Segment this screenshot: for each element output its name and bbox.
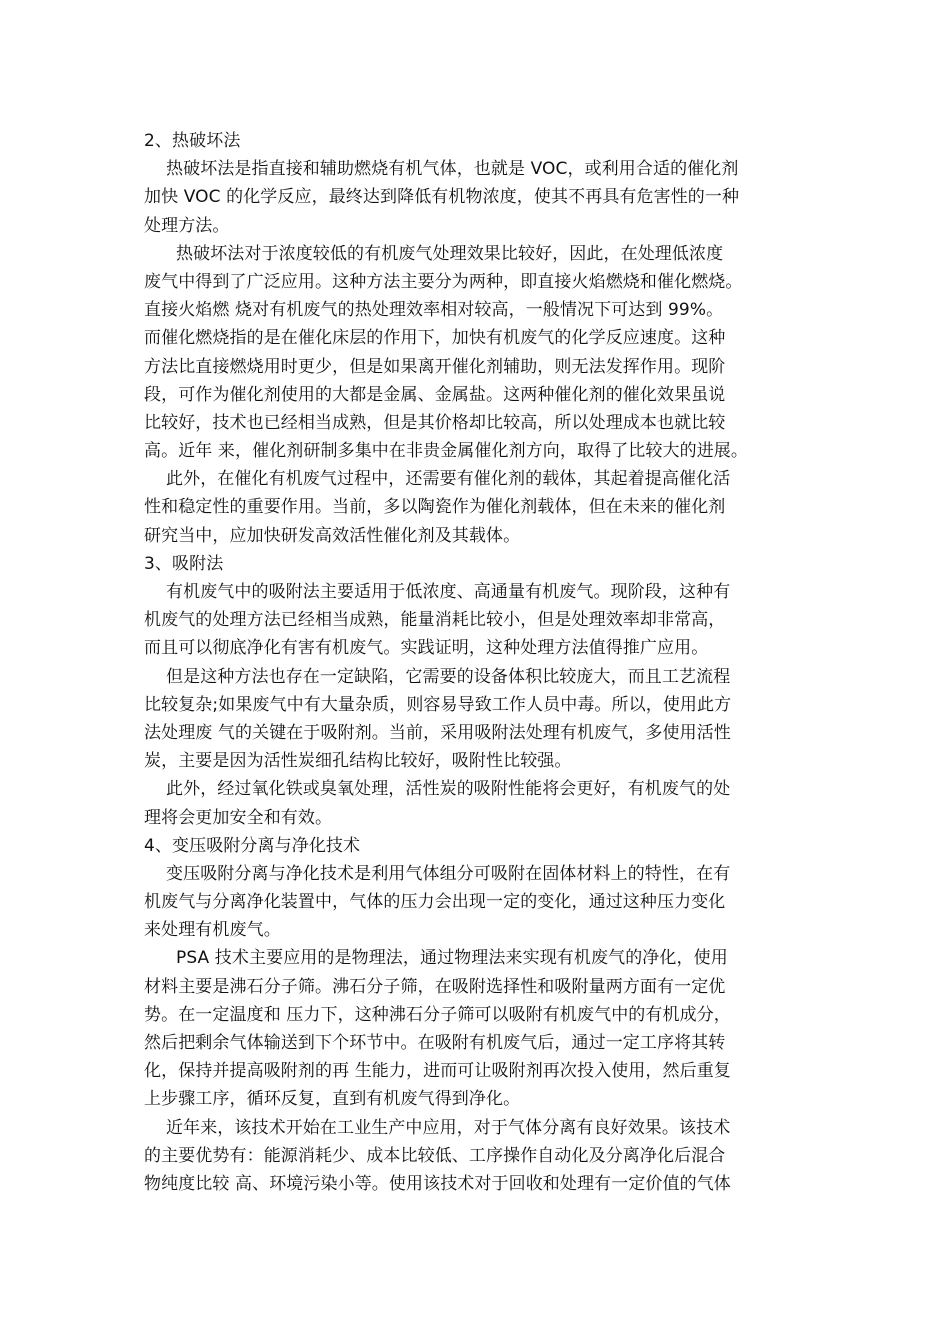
section-heading-adsorption: 3、吸附法 [144,553,224,574]
section-heading-psa: 4、变压吸附分离与净化技术 [144,835,361,856]
paragraph-line: 有机废气中的吸附法主要适用于低浓度、高通量有机废气。现阶段，这种有 [166,582,731,602]
paragraph-line: 机废气的处理方法已经相当成熟，能量消耗比较小，但是处理效率却非常高， [144,610,726,631]
paragraph-line: 而且可以彻底净化有害有机废气。实践证明，这种处理方法值得推广应用。 [144,638,709,659]
paragraph-line: 性和稳定性的重要作用。当前，多以陶瓷作为催化剂载体，但在未来的催化剂 [144,497,726,518]
paragraph-line: 上步骤工序，循环反复，直到有机废气得到净化。 [144,1089,521,1110]
paragraph-line: 热破坏法是指直接和辅助燃烧有机气体，也就是 VOC，或利用合适的催化剂 [166,159,739,180]
paragraph-line: 法处理废 气的关键在于吸附剂。当前，采用吸附法处理有机废气，多使用活性 [144,722,731,743]
paragraph-line: 近年来，该技术开始在工业生产中应用，对于气体分离有良好效果。该技术 [166,1117,731,1138]
paragraph-line: 变压吸附分离与净化技术是利用气体组分可吸附在固体材料上的特性，在有 [166,863,731,884]
paragraph-line: 段，可作为催化剂使用的大都是金属、金属盐。这两种催化剂的催化效果虽说 [144,384,726,405]
paragraph-line: 理将会更加安全和有效。 [144,807,333,828]
paragraph-line: 然后把剩余气体输送到下个环节中。在吸附有机废气后，通过一定工序将其转 [144,1033,726,1053]
paragraph-line: 而催化燃烧指的是在催化床层的作用下，加快有机废气的化学反应速度。这种 [144,328,726,349]
paragraph-line: 热破坏法对于浓度较低的有机废气处理效果比较好，因此，在处理低浓度 [176,243,724,264]
paragraph-line: 炭，主要是因为活性炭细孔结构比较好，吸附性比较强。 [144,751,572,772]
paragraph-line: 此外，经过氧化铁或臭氧处理，活性炭的吸附性能将会更好，有机废气的处 [166,779,731,800]
paragraph-line: 来处理有机废气。 [144,920,281,941]
paragraph-line: 但是这种方法也存在一定缺陷，它需要的设备体积比较庞大，而且工艺流程 [166,666,731,687]
paragraph-line: 材料主要是沸石分子筛。沸石分子筛，在吸附选择性和吸附量两方面有一定优 [144,976,726,997]
paragraph-line: 物纯度比较 高、环境污染小等。使用该技术对于回收和处理有一定价值的气体 [144,1173,731,1194]
paragraph-line: 加快 VOC 的化学反应，最终达到降低有机物浓度，使其不再具有危害性的一种 [144,187,740,208]
paragraph-line: 比较复杂;如果废气中有大量杂质，则容易导致工作人员中毒。所以，使用此方 [144,694,732,715]
paragraph-line: PSA 技术主要应用的是物理法，通过物理法来实现有机废气的净化，使用 [176,948,728,969]
paragraph-line: 机废气与分离净化装置中，气体的压力会出现一定的变化，通过这种压力变化 [144,892,726,913]
paragraph-line: 方法比直接燃烧用时更少，但是如果离开催化剂辅助，则无法发挥作用。现阶 [144,356,726,377]
paragraph-line: 研究当中，应加快研发高效活性催化剂及其载体。 [144,525,521,546]
paragraph-line: 直接火焰燃 烧对有机废气的热处理效率相对较高，一般情况下可达到 99%。 [144,300,724,321]
paragraph-line: 此外，在催化有机废气过程中，还需要有催化剂的载体，其起着提高催化活 [166,469,731,490]
section-heading-thermal-destruction: 2、热破坏法 [144,131,241,151]
paragraph-line: 势。在一定温度和 压力下，这种沸石分子筛可以吸附有机废气中的有机成分， [144,1004,731,1025]
paragraph-line: 废气中得到了广泛应用。这种方法主要分为两种，即直接火焰燃烧和催化燃烧。 [144,271,743,292]
paragraph-line: 处理方法。 [144,215,230,236]
document-body [144,127,824,1198]
paragraph-line: 的主要优势有：能源消耗少、成本比较低、工序操作自动化及分离净化后混合 [144,1145,726,1166]
paragraph-line: 化，保持并提高吸附剂的再 生能力，进而可让吸附剂再次投入使用，然后重复 [144,1061,731,1082]
paragraph-line: 比较好，技术也已经相当成熟，但是其价格却比较高，所以处理成本也就比较 [144,412,726,433]
paragraph-line: 高。近年 来，催化剂研制多集中在非贵金属催化剂方向，取得了比较大的进展。 [144,441,749,462]
